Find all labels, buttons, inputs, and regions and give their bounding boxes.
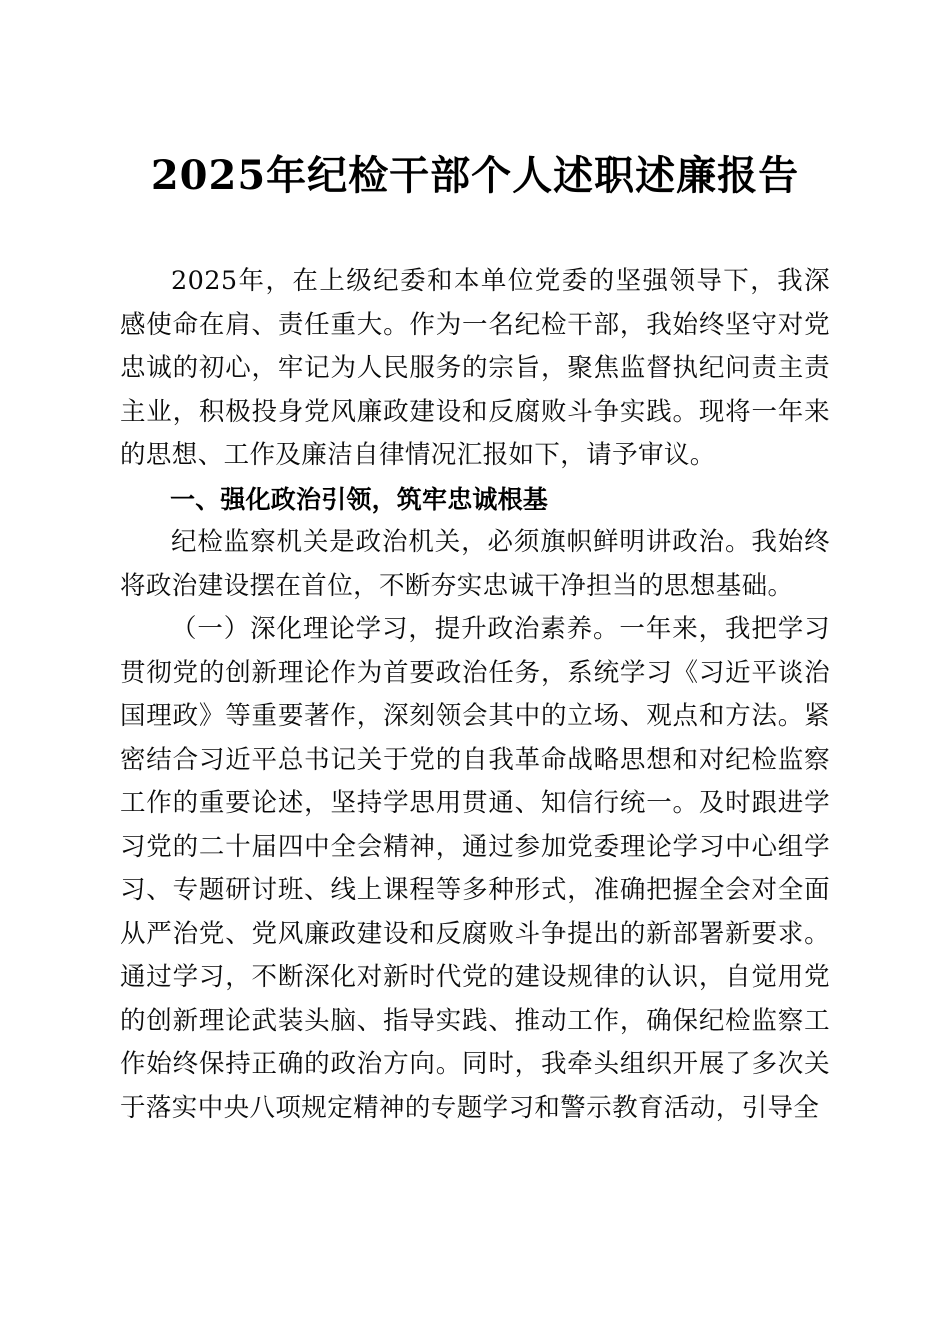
section-one-lead-paragraph: 纪检监察机关是政治机关，必须旗帜鲜明讲政治。我始终将政治建设摆在首位，不断夯实忠诚干净担当的思想基础。 [120,527,830,601]
document-body [120,260,830,1130]
page-title: 2025年纪检干部个人述职述廉报告 [150,152,800,199]
section-heading-one: 一、强化政治引领，筑牢忠诚根基 [170,484,549,514]
intro-paragraph: 2025年，在上级纪委和本单位党委的坚强领导下，我深感使命在肩、责任重大。作为一名纪检干部，我始终坚守对党忠诚的初心，牢记为人民服务的宗旨，聚焦监督执纪问责主责主业，积极投身党风廉政建设和反腐败斗争实践。现将一年来的思想、工作及廉洁自律情况汇报如下，请予审议。 [120,266,830,470]
subsection-one-paragraph: （一）深化理论学习，提升政治素养。一年来，我把学习贯彻党的创新理论作为首要政治任务，系统学习《习近平谈治国理政》等重要著作，深刻领会其中的立场、观点和方法。紧密结合习近平总书记关于党的自我革命战略思想和对纪检监察工作的重要论述，坚持学思用贯通、知信行统一。及时跟进学习党的二十届四中全会精神，通过参加党委理论学习中心组学习、专题研讨班、线上课程等多种形式，准确把握全会对全面从严治党、党风廉政建设和反腐败斗争提出的新部署新要求。通过学习，不断深化对新时代党的建设规律的认识，自觉用党的创新理论武装头脑、指导实践、推动工作，确保纪检监察工作始终保持正确的政治方向。同时，我牵头组织开展了多次关于落实中央八项规定精神的专题学习和警示教育活动，引导全 [120,614,830,1123]
